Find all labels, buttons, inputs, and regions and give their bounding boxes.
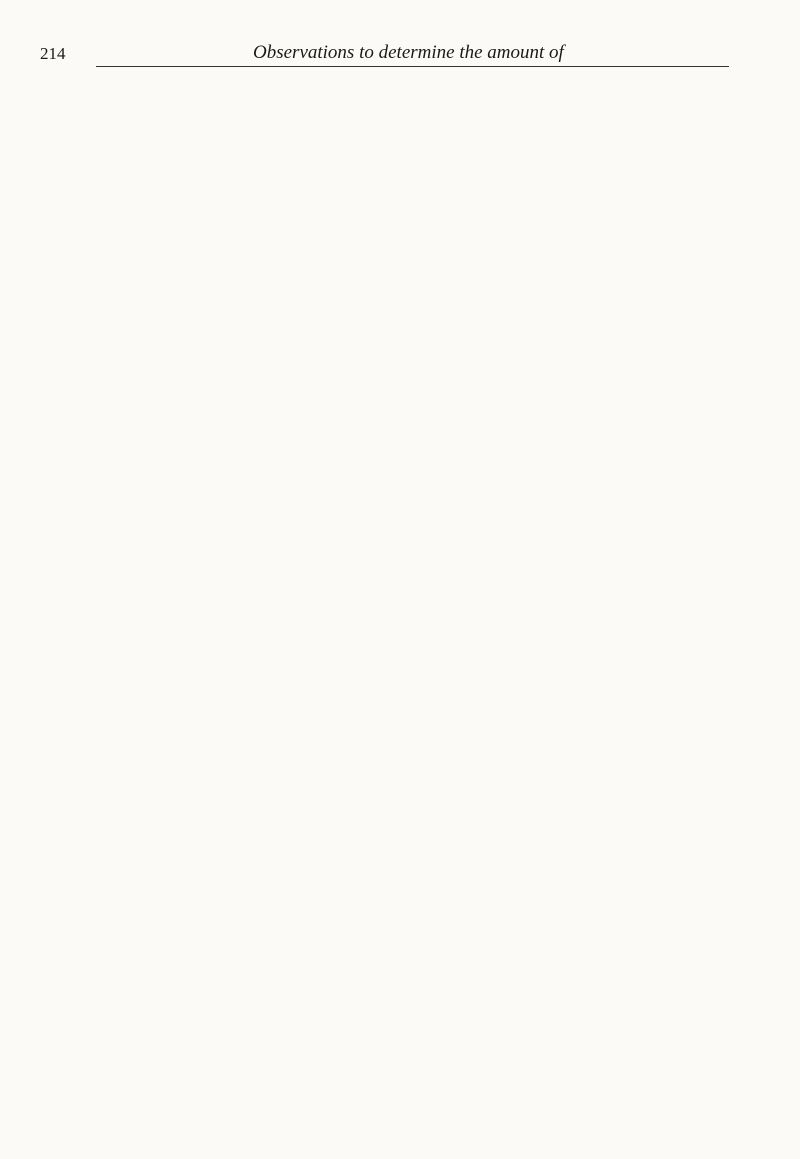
- page-header: [0, 0, 800, 62]
- header-rule: [96, 66, 729, 67]
- page-number: 214: [40, 44, 66, 63]
- running-head: Observations to determine the amount of: [253, 42, 564, 63]
